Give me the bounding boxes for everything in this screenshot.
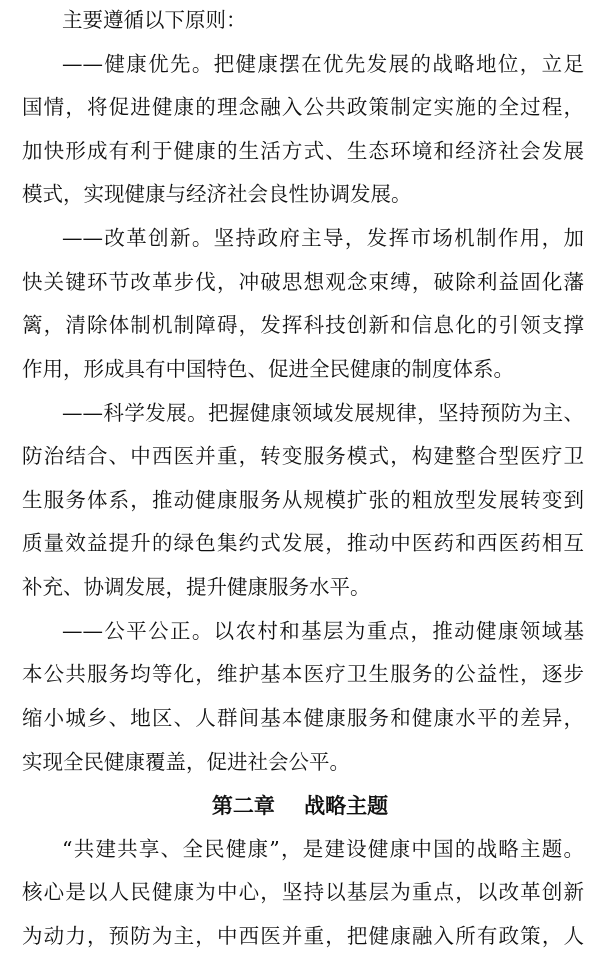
paragraph-line: 快关键环节改革步伐，冲破思想观念束缚，破除利益固化藩	[22, 270, 584, 294]
paragraph-line: 质量效益提升的绿色集约式发展，推动中医药和西医药相互	[22, 531, 584, 555]
paragraph-line: 篱，清除体制机制障碍，发挥科技创新和信息化的引领支撑	[22, 313, 584, 337]
paragraph-line: 作用，形成具有中国特色、促进全民健康的制度体系。	[22, 357, 514, 381]
paragraph-line: 补充、协调发展，提升健康服务水平。	[22, 575, 371, 599]
paragraph-line: 本公共服务均等化，维护基本医疗卫生服务的公益性，逐步	[22, 662, 584, 686]
paragraph-line: 国情，将促进健康的理念融入公共政策制定实施的全过程，	[22, 95, 584, 119]
paragraph-line: 缩小城乡、地区、人群间基本健康服务和健康水平的差异，	[22, 706, 584, 730]
paragraph-line: 生服务体系，推动健康服务从规模扩张的粗放型发展转变到	[22, 488, 584, 512]
chapter-heading: 第二章 战略主题	[211, 793, 389, 818]
paragraph-line: 加快形成有利于健康的生活方式、生态环境和经济社会发展	[22, 139, 584, 163]
paragraph-line: ——改革创新。坚持政府主导，发挥市场机制作用，加	[62, 226, 584, 250]
paragraph-line: 核心是以人民健康为中心，坚持以基层为重点，以改革创新	[22, 880, 584, 904]
paragraph-line: 模式，实现健康与经济社会良性协调发展。	[22, 182, 412, 206]
paragraph-line: “共建共享、全民健康”，是建设健康中国的战略主题。	[62, 837, 584, 861]
intro-text: 主要遵循以下原则：	[62, 8, 247, 32]
paragraph-line: ——科学发展。把握健康领域发展规律，坚持预防为主、	[62, 401, 584, 425]
paragraph-line: 为动力，预防为主，中西医并重，把健康融入所有政策，人	[22, 924, 584, 948]
paragraph-line: ——公平公正。以农村和基层为重点，推动健康领域基	[62, 619, 584, 643]
paragraph-line: 实现全民健康覆盖，促进社会公平。	[22, 750, 350, 774]
paragraph-line: ——健康优先。把健康摆在优先发展的战略地位，立足	[62, 52, 584, 76]
paragraph-line: 防治结合、中西医并重，转变服务模式，构建整合型医疗卫	[22, 444, 584, 468]
